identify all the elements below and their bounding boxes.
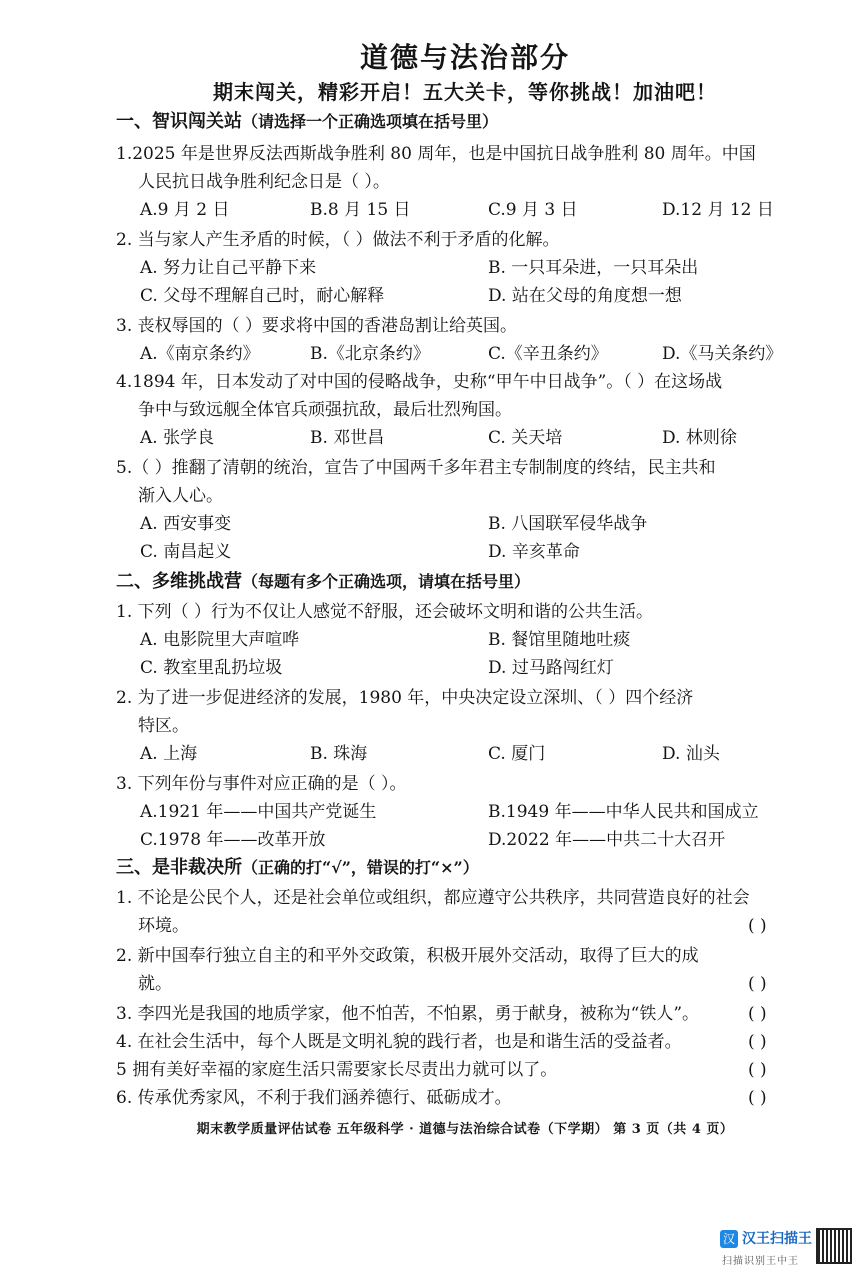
s1-q2-option-a: A. 努力让自己平静下来 [140,258,317,278]
s1-q3-option-a: A.《南京条约》 [140,344,260,364]
s3-q4-line1: 4. 在社会生活中，每个人既是文明礼貌的践行者，也是和谐生活的受益者。 [116,1032,682,1052]
s1-q1-option-d: D.12 月 12 日 [662,200,774,220]
s1-q4-option-d: D. 林则徐 [662,428,737,448]
s1-q1-line2: 人民抗日战争胜利纪念日是（ ）。 [138,172,390,192]
s3-q2-answer-paren[interactable]: ( ) [748,974,767,994]
s1-q4-line2: 争中与致远舰全体官兵顽强抗敌，最后壮烈殉国。 [138,400,512,420]
s2-q2-option-b: B. 珠海 [310,744,368,764]
s3-q3-line1: 3. 李四光是我国的地质学家，他不怕苦，不怕累，勇于献身，被称为“铁人”。 [116,1004,700,1024]
s1-q3-option-d: D.《马关条约》 [662,344,783,364]
s1-q2-option-c: C. 父母不理解自己时，耐心解释 [140,286,385,306]
s3-q1-line2: 环境。 [138,916,189,936]
page-title: 道德与法治部分 [359,41,570,74]
s1-q4-line1: 4.1894 年，日本发动了对中国的侵略战争，史称“甲午中日战争”。（ ）在这场战 [116,372,723,392]
s3-q5-answer-paren[interactable]: ( ) [748,1060,767,1080]
s1-q3-option-c: C.《辛丑条约》 [488,344,608,364]
s1-q5-option-d: D. 辛亥革命 [488,542,580,562]
s2-q1-line1: 1. 下列（ ）行为不仅让人感觉不舒服，还会破坏文明和谐的公共生活。 [116,602,654,622]
s1-q4-option-b: B. 邓世昌 [310,428,385,448]
s3-q4-answer-paren[interactable]: ( ) [748,1032,767,1052]
s1-q3-option-b: B.《北京条约》 [310,344,430,364]
section-1-note: （请选择一个正确选项填在括号里） [242,112,499,131]
qr-code-icon [816,1228,852,1264]
s1-q1-option-a: A.9 月 2 日 [140,200,230,220]
scanner-slogan: 扫描识别王中王 [722,1256,799,1267]
s1-q2-option-b: B. 一只耳朵进，一只耳朵出 [488,258,699,278]
s1-q1-line1: 1.2025 年是世界反法西斯战争胜利 80 周年，也是中国抗日战争胜利 80 周年。中国 [116,144,756,164]
s2-q3-option-b: B.1949 年——中华人民共和国成立 [488,802,759,822]
s3-q6-line1: 6. 传承优秀家风，不利于我们涵养德行、砥砺成才。 [116,1088,512,1108]
s3-q5-line1: 5 拥有美好幸福的家庭生活只需要家长尽责出力就可以了。 [116,1060,558,1080]
s1-q5-option-a: A. 西安事变 [140,514,232,534]
s1-q5-line2: 渐入人心。 [138,486,223,506]
s1-q5-line1: 5.（ ）推翻了清朝的统治，宣告了中国两千多年君主专制制度的终结，民主共和 [116,458,716,478]
scanner-watermark [720,1226,850,1270]
s2-q3-option-d: D.2022 年——中共二十大召开 [488,830,726,850]
s2-q1-option-a: A. 电影院里大声喧哗 [140,630,300,650]
section-3-title: 三、是非裁决所 [116,857,242,878]
s3-q2-line2: 就。 [138,974,172,994]
s2-q2-line1: 2. 为了进一步促进经济的发展，1980 年，中央决定设立深圳、（ ）四个经济 [116,688,694,708]
section-2-note: （每题有多个正确选项，请填在括号里） [242,572,531,591]
section-2-title: 二、多维挑战营 [116,571,242,592]
section-3-note: （正确的打“√”，错误的打“×”） [242,858,479,877]
s1-q3-line1: 3. 丧权辱国的（ ）要求将中国的香港岛割让给英国。 [116,316,518,336]
s3-q1-line1: 1. 不论是公民个人，还是社会单位或组织，都应遵守公共秩序，共同营造良好的社会 [116,888,750,908]
s1-q5-option-c: C. 南昌起义 [140,542,232,562]
s1-q1-option-c: C.9 月 3 日 [488,200,578,220]
s2-q1-option-d: D. 过马路闯红灯 [488,658,614,678]
s1-q2-option-d: D. 站在父母的角度想一想 [488,286,682,306]
s1-q4-option-a: A. 张学良 [140,428,215,448]
s1-q4-option-c: C. 关天培 [488,428,563,448]
s3-q6-answer-paren[interactable]: ( ) [748,1088,767,1108]
s2-q2-line2: 特区。 [138,716,189,736]
s1-q5-option-b: B. 八国联军侵华战争 [488,514,648,534]
s3-q2-line1: 2. 新中国奉行独立自主的和平外交政策，积极开展外交活动，取得了巨大的成 [116,946,699,966]
section-2-heading [116,570,530,594]
s1-q1-option-b: B.8 月 15 日 [310,200,411,220]
s2-q2-option-d: D. 汕头 [662,744,720,764]
s2-q3-option-a: A.1921 年——中国共产党诞生 [140,802,377,822]
s2-q2-option-a: A. 上海 [140,744,198,764]
scanner-brand-name: 汉王扫描王 [742,1231,812,1247]
s2-q3-option-c: C.1978 年——改革开放 [140,830,326,850]
s1-q2-line1: 2. 当与家人产生矛盾的时候，（ ）做法不利于矛盾的化解。 [116,230,560,250]
s2-q2-option-c: C. 厦门 [488,744,546,764]
section-3-heading [116,856,479,880]
page-footer: 期末教学质量评估试卷 五年级科学 · 道德与法治综合试卷（下学期） 第 3 页（共 4 页） [196,1122,734,1137]
s3-q1-answer-paren[interactable]: ( ) [748,916,767,936]
s2-q3-line1: 3. 下列年份与事件对应正确的是（ ）。 [116,774,407,794]
s2-q1-option-b: B. 餐馆里随地吐痰 [488,630,631,650]
section-1-heading [116,110,498,134]
section-1-title: 一、智识闯关站 [116,111,242,132]
page-subtitle: 期末闯关，精彩开启！五大关卡，等你挑战！加油吧！ [213,80,717,104]
scanner-logo-icon: 汉 [720,1230,738,1248]
s3-q3-answer-paren[interactable]: ( ) [748,1004,767,1024]
s2-q1-option-c: C. 教室里乱扔垃圾 [140,658,283,678]
